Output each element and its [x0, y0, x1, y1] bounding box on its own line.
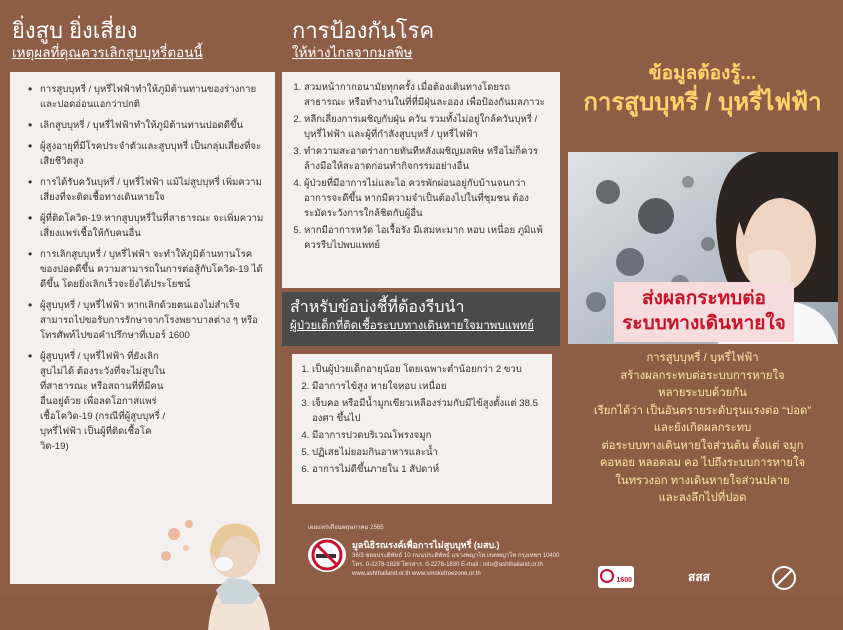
emergency-title: สำหรับข้อบ่งชี้ที่ต้องรีบนำ	[290, 299, 465, 316]
emergency-card	[292, 354, 552, 504]
no-smoking-logo	[308, 538, 346, 572]
reason-item: • การสูบบุหรี่ / บุหรี่ไฟฟ้าทำให้ภูมิต้านทานของร่างกายและปอดอ่อนแอกว่าปกติ	[40, 82, 265, 112]
panel1-subtitle: เหตุผลที่คุณควรเลิกสูบบุหรี่ตอนนี้	[12, 45, 203, 60]
cover-kicker: ข้อมูลต้องรู้...	[648, 63, 757, 84]
emergency-item: 2. มีอาการไข้สูง หายใจหอบ เหนื่อย	[312, 379, 544, 394]
no-smoking-icon	[772, 566, 796, 590]
body-line: ในทรวงอก ทางเดินหายใจส่วนปลาย	[615, 474, 790, 487]
reason-item: • ผู้สูงอายุที่มีโรคประจำตัวและสูบบุหรี่ เป็นกลุ่มเสี่ยงที่จะเสียชีวิตสูง	[40, 139, 265, 169]
body-line: และลงลึกไปที่ปอด	[658, 492, 747, 504]
panel-cover	[562, 0, 843, 596]
emergency-item: 6. อาการไม่ดีขึ้นภายใน 1 สัปดาห์	[312, 462, 544, 477]
prevention-item: 2. หลีกเลี่ยงการเผชิญกับฝุ่น ควัน รวมทั้งไม่อยู่ใกล้ควันบุหรี่ / บุหรี่ไฟฟ้า และผู้ที่กำลังสูบบุหรี่ / บุหรี่ไฟฟ้า	[304, 112, 550, 142]
emergency-item: 5. ปฏิเสธไม่ยอมกินอาหารและน้ำ	[312, 445, 544, 460]
prevention-item: 3. ทำความสะอาดร่างกายทันทีหลังเผชิญมลพิษ หรือไม่ก็ควรล้างมือให้สะอาดก่อนทำกิจกรรมอย่างอื่น	[304, 144, 550, 174]
quitline-icon	[600, 569, 614, 583]
effect-line-1: ส่งผลกระทบต่อ	[642, 288, 766, 309]
reason-item: • การเลิกสูบบุหรี่ / บุหรี่ไฟฟ้า จะทำให้ภูมิต้านทานโรคของปอดดีขึ้น ความสามารถในการต่อสู้กับโควิด-19 ได้ดีขึ้น โดยยิ่งเลิกเร็วจะยิ่งได้ประโยชน์	[40, 247, 265, 292]
org-name: มูลนิธิรณรงค์เพื่อการไม่สูบบุหรี่ (มสบ.)	[352, 540, 500, 550]
panel2-title: การป้องกันโรค	[292, 18, 435, 43]
reason-item: • เลิกสูบบุหรี่ / บุหรี่ไฟฟ้าทำให้ภูมิต้านทานปอดดีขึ้น	[40, 118, 265, 133]
body-line: การสูบบุหรี่ / บุหรี่ไฟฟ้า	[646, 352, 759, 364]
body-line: และยังเกิดผลกระทบ	[653, 422, 752, 434]
body-line: สร้างผลกระทบต่อระบบการหายใจ	[620, 369, 785, 382]
body-line: คอหอย หลอดลม คอ ไปถึงระบบการหายใจ	[599, 457, 806, 469]
sneezing-woman-illustration	[156, 512, 278, 630]
effect-banner	[614, 282, 794, 342]
reason-item: • การได้รับควันบุหรี่ / บุหรี่ไฟฟ้า แม้ไม่สูบบุหรี่ เพิ่มความเสี่ยงที่จะติดเชื้อทางเดินหายใจ	[40, 175, 265, 205]
emergency-item: 4. มีอาการปวดบริเวณโพรงจมูก	[312, 428, 544, 443]
no-smoking-icon	[308, 538, 346, 572]
cover-body	[562, 350, 843, 508]
reasons-list	[22, 82, 265, 454]
panel-prevention	[282, 0, 562, 596]
reason-item: • ผู้สูบบุหรี่ / บุหรี่ไฟฟ้า หากเลิกด้วยตนเองไม่สำเร็จ สามารถไปขอรับการรักษาจากโรงพยาบาลต่าง ๆ หรือโทรศัพท์ไปขอคำปรึกษาที่เบอร์ 1600	[40, 298, 265, 343]
reason-item: • ผู้ที่ติดโควิด-19 หากสูบบุหรี่ในที่สาธารณะ จะเพิ่มความเสี่ยงแพร่เชื้อให้กับคนอื่น	[40, 211, 265, 241]
thaihealth-logo: สสส	[688, 570, 710, 584]
prevention-item: 4. ผู้ป่วยที่มีอาการไม่และไอ ควรพักผ่อนอยู่กับบ้านจนกว่าอาการจะดีขึ้น หากมีความจำเป็นต้องไปในที่ชุมชน ต้องระมัดระวังการใกล้ชิดกับผู้อื่น	[304, 176, 550, 221]
panel1-title: ยิ่งสูบ ยิ่งเสี่ยง	[12, 18, 138, 43]
publish-date: เผยแพร่เดือนพฤษภาคม 2565	[308, 525, 384, 531]
prevention-item: 5. หากมีอาการหวัด ไอเรื้อรัง มีเสมหะมาก หอบ เหนื่อย ภูมิแพ้ ควรรีบไปพบแพทย์	[304, 223, 550, 253]
reasons-card	[10, 72, 275, 584]
effect-line-2: ระบบทางเดินหายใจ	[622, 313, 786, 334]
prevention-card	[282, 72, 560, 288]
quitline-number: 1600	[616, 577, 632, 584]
reason-item: • ผู้สูบบุหรี่ / บุหรี่ไฟฟ้า ที่ยังเลิกสูบไม่ได้ ต้องระวังที่จะไม่สูบในที่สาธารณะ หรือสถานที่ที่มีคนอื่นอยู่ด้วย เพื่อลดโอกาสแพร่เชื้อโควิด-19 (กรณีที่ผู้สูบบุหรี่ / บุหรี่ไฟฟ้า เป็นผู้ที่ติดเชื้อโควิด-19)	[40, 349, 168, 454]
quitline-logo	[598, 566, 634, 588]
body-line: ต่อระบบทางเดินหายใจส่วนต้น ตั้งแต่ จมูก	[601, 439, 804, 452]
panel-reasons	[0, 0, 282, 596]
body-line: หลายระบบด้วยกัน	[658, 387, 747, 399]
cover-title: การสูบบุหรี่ / บุหรี่ไฟฟ้า	[583, 89, 822, 116]
emergency-subtitle: ผู้ป่วยเด็กที่ติดเชื้อระบบทางเดินหายใจมาพบแพทย์	[290, 320, 534, 332]
org-address: 36/3 ซอยประดิพัทธ์ 10 ถนนประดิพัทธ์ แขวงพญาไท เขตพญาไท กรุงเทพฯ 10400	[352, 553, 560, 559]
panel2-subtitle: ให้ห่างไกลจากมลพิษ	[292, 45, 413, 60]
emergency-item: 3. เจ็บคอ หรือมีน้ำมูกเขียวเหลืองร่วมกับมีไข้สูงตั้งแต่ 38.5 องศา ขึ้นไป	[312, 396, 544, 426]
prevention-item: 1. สวมหน้ากากอนามัยทุกครั้ง เมื่อต้องเดินทางโดยรถสาธารณะ หรือทำงานในที่ที่มีฝุ่นละออง เพื่อป้องกันมลภาวะ	[304, 80, 550, 110]
org-websites[interactable]: www.ashthailand.or.th www.smokefreezone.or.th	[352, 571, 481, 577]
body-line: เรียกได้ว่า เป็นอันตรายระดับรุนแรงต่อ “ปอด”	[593, 404, 812, 417]
org-contact: โทร. 0-2278-1828 โทรสาร. 0-2278-1830 E-mail : info@ashthailand.or.th	[352, 562, 543, 568]
emergency-item: 1. เป็นผู้ป่วยเด็กอายุน้อย โดยเฉพาะต่ำน้อยกว่า 2 ขวบ	[312, 362, 544, 377]
prevention-list	[288, 80, 550, 253]
emergency-list	[296, 362, 544, 477]
emergency-header	[282, 292, 560, 346]
